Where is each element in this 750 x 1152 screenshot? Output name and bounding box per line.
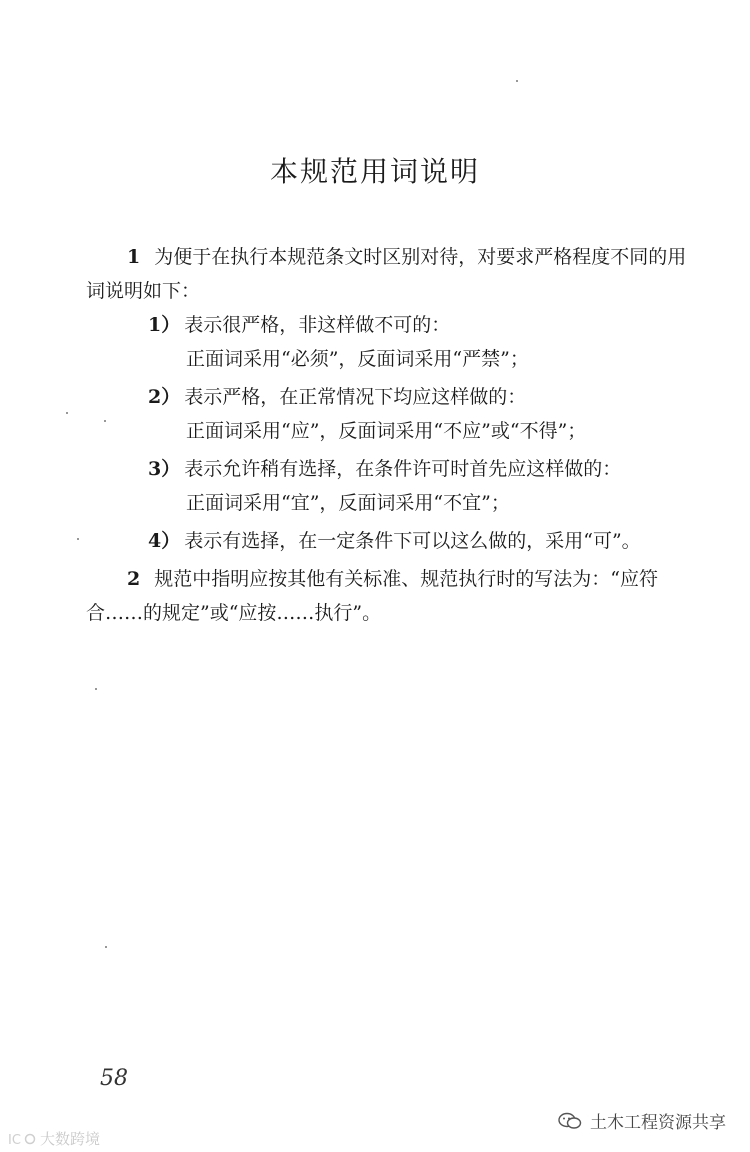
list-item-4-number: 4） xyxy=(148,530,181,552)
section-1-number: 1 xyxy=(127,246,141,268)
list-item-1-number: 1） xyxy=(148,314,181,336)
wechat-watermark-text: 土木工程资源共享 xyxy=(590,1113,726,1133)
list-item-2 xyxy=(148,380,696,448)
page-number: 58 xyxy=(100,1066,128,1091)
scan-speck xyxy=(516,80,518,82)
section-2 xyxy=(86,562,696,630)
list-item-1 xyxy=(148,308,696,376)
list-item-4-head-line xyxy=(148,524,696,558)
list-item-2-head-line xyxy=(148,380,696,414)
scan-speck xyxy=(105,946,107,948)
list-item-3-number: 3） xyxy=(148,458,181,480)
section-1-text: 为便于在执行本规范条文时区别对待，对要求严格程度不同的用词说明如下： xyxy=(86,246,687,302)
scan-speck xyxy=(66,412,68,414)
list-item-3-head-line xyxy=(148,452,696,486)
wechat-watermark xyxy=(558,1108,726,1133)
list-item-1-head: 表示很严格，非这样做不可的： xyxy=(184,314,451,336)
list-item-3 xyxy=(148,452,696,520)
svg-text:IC: IC xyxy=(8,1132,21,1147)
list-item-4 xyxy=(148,524,696,558)
scan-speck xyxy=(77,538,79,540)
scan-speck xyxy=(95,688,97,690)
list-item-2-body: 正面词采用“应”，反面词采用“不应”或“不得”； xyxy=(186,420,587,442)
content-body xyxy=(86,240,696,630)
section-1 xyxy=(86,240,696,308)
page-title: 本规范用词说明 xyxy=(269,155,480,188)
list-item-2-head: 表示严格，在正常情况下均应这样做的： xyxy=(184,386,527,408)
corner-watermark-text: 大数跨境 xyxy=(40,1130,101,1148)
scan-speck xyxy=(104,420,106,422)
section-2-number: 2 xyxy=(127,568,141,590)
brand-logo-icon xyxy=(8,1131,36,1147)
list-item-1-head-line xyxy=(148,308,696,342)
list-item-3-head: 表示允许稍有选择，在条件许可时首先应这样做的： xyxy=(184,458,622,480)
list-item-3-body: 正面词采用“宜”，反面词采用“不宜”； xyxy=(186,492,510,514)
list-item-2-number: 2） xyxy=(148,386,181,408)
section-2-text: 规范中指明应按其他有关标准、规范执行时的写法为：“应符合……的规定”或“应按……执行”。 xyxy=(86,568,658,624)
wechat-icon xyxy=(558,1112,582,1130)
list-item-4-head: 表示有选择，在一定条件下可以这么做的，采用“可”。 xyxy=(184,530,641,552)
list-item-1-body: 正面词采用“必须”，反面词采用“严禁”； xyxy=(186,348,529,370)
corner-watermark xyxy=(8,1128,100,1149)
